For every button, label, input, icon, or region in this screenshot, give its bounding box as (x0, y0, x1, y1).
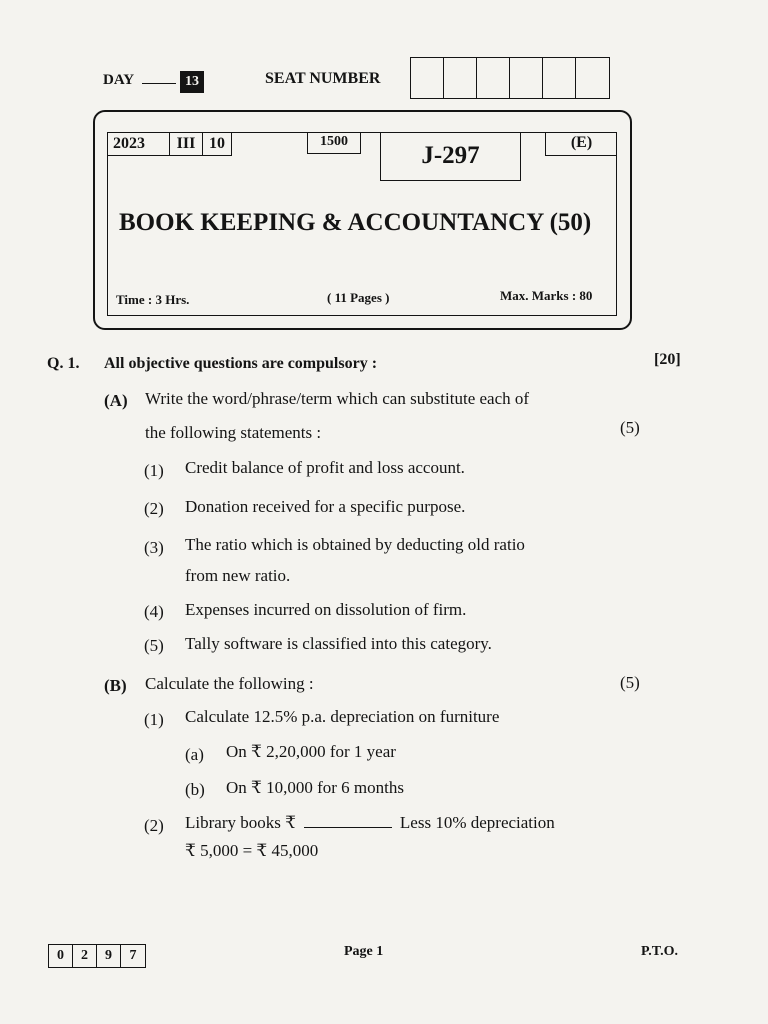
section-a-item-number: (1) (144, 461, 164, 480)
section-b-item-text: Calculate 12.5% p.a. depreciation on furniture (185, 707, 500, 726)
day-number-badge: 13 (180, 71, 204, 93)
exam-code-cells (107, 132, 232, 156)
section-b-marks: (5) (620, 673, 640, 692)
section-a-item-number: (3) (144, 538, 164, 557)
section-b-item-number: (2) (144, 816, 164, 835)
section-a-text-line1: Write the word/phrase/term which can substitute each of (145, 389, 530, 408)
exam-code-1500: 1500 (307, 132, 361, 154)
section-a-item-number: (4) (144, 602, 164, 621)
footer-code-digit: 0 (49, 945, 73, 967)
footer-code-digit: 2 (73, 945, 97, 967)
section-a-item-number: (2) (144, 499, 164, 518)
section-a-label: (A) (104, 391, 128, 410)
answer-blank (304, 827, 392, 828)
pto-label: P.T.O. (641, 944, 678, 959)
section-a-text-line2: the following statements : (145, 423, 322, 442)
seat-number-box (510, 58, 543, 98)
seat-number-box (444, 58, 477, 98)
footer-code-digit: 7 (129, 948, 137, 963)
section-a-item-text: Expenses incurred on dissolution of firm. (185, 600, 467, 619)
time-label: Time : 3 Hrs. (116, 292, 190, 307)
page-number: Page 1 (344, 944, 384, 959)
section-b-item-number: (1) (144, 710, 164, 729)
seat-number-label: SEAT NUMBER (265, 70, 381, 87)
medium-label: (E) (545, 132, 617, 156)
seat-number-box (411, 58, 444, 98)
exam-code-part-3: 10 (203, 132, 232, 156)
day-label: DAY (103, 72, 135, 88)
section-b-item2-line (185, 813, 555, 833)
day-dash (142, 83, 176, 84)
section-b-item2-text-after: Less 10% depreciation (399, 813, 555, 832)
exam-code-part-2: III (170, 132, 203, 156)
question-number: Q. 1. (47, 355, 80, 372)
section-b-sub-a-label: (a) (185, 745, 204, 764)
max-marks-label: Max. Marks : 80 (500, 288, 593, 303)
section-a-item-text: Tally software is classified into this category. (185, 634, 492, 653)
footer-code-boxes (48, 944, 146, 968)
exam-year: 2023 (107, 132, 170, 156)
section-b-item2-text-before: Library books ₹ (185, 813, 296, 832)
section-a-marks: (5) (620, 418, 640, 437)
section-a-item-text: The ratio which is obtained by deducting old ratio (185, 535, 525, 554)
seat-number-box (543, 58, 576, 98)
seat-number-box (576, 58, 609, 98)
section-b-sub-a-text: On ₹ 2,20,000 for 1 year (226, 742, 396, 761)
question-heading: All objective questions are compulsory : (104, 355, 378, 372)
paper-code: J-297 (380, 132, 521, 181)
seat-number-box (477, 58, 510, 98)
question-marks: [20] (654, 351, 681, 368)
seat-number-boxes (410, 57, 610, 99)
section-b-sub-b-label: (b) (185, 780, 205, 799)
section-a-item-text: Credit balance of profit and loss account. (185, 458, 465, 477)
subject-title: BOOK KEEPING & ACCOUNTANCY (50) (119, 209, 592, 236)
section-b-item2-line2: ₹ 5,000 = ₹ 45,000 (185, 841, 319, 860)
section-a-item-text-continued: from new ratio. (185, 566, 291, 585)
pages-label: ( 11 Pages ) (327, 290, 390, 305)
section-b-text: Calculate the following : (145, 674, 314, 693)
section-b-sub-b-text: On ₹ 10,000 for 6 months (226, 778, 404, 797)
footer-code-digit: 9 (97, 945, 121, 967)
section-a-item-number: (5) (144, 636, 164, 655)
section-a-item-text: Donation received for a specific purpose. (185, 497, 466, 516)
section-b-label: (B) (104, 676, 127, 695)
